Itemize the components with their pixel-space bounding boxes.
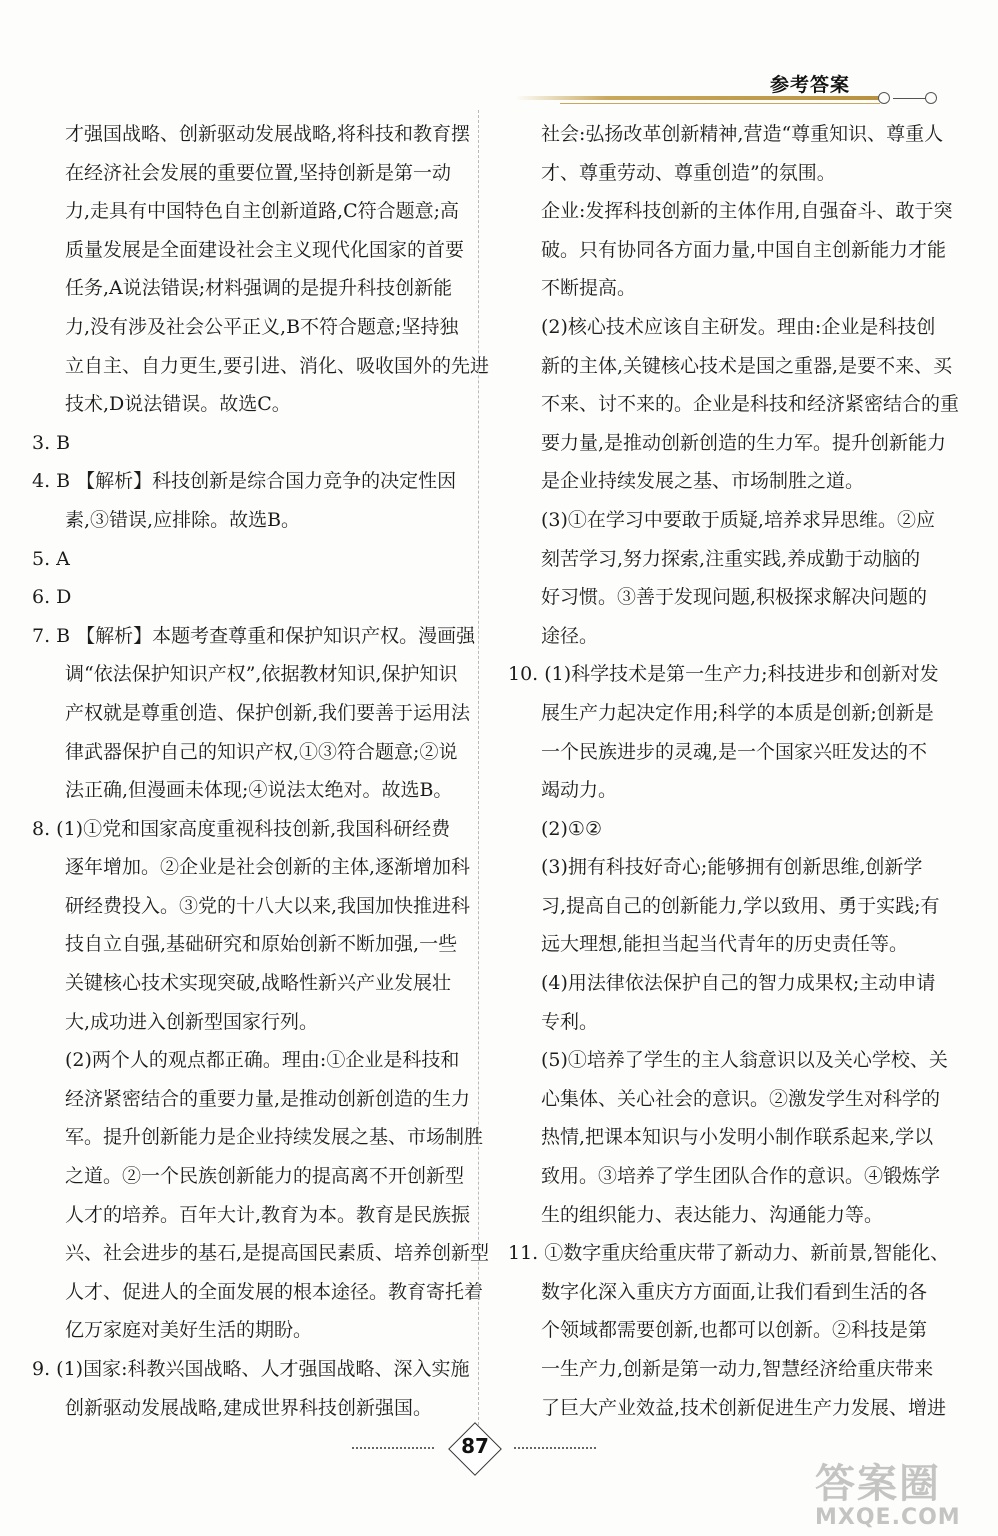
answer-line: 才强国战略、创新驱动发展战略,将科技和教育摆 xyxy=(65,123,471,145)
answer-line: 好习惯。③善于发现问题,积极探求解决问题的 xyxy=(541,586,928,609)
answer-line: 研经费投入。③党的十八大以来,我国加快推进科 xyxy=(65,894,471,917)
header-decorative-rule xyxy=(515,96,885,100)
answer-line: 了巨大产业效益,技术创新促进生产力发展、增进 xyxy=(541,1396,947,1419)
left-answer-column xyxy=(32,115,490,1427)
answer-line: 大,成功进入创新型国家行列。 xyxy=(65,1010,319,1033)
watermark-en-text: MXQE.COM xyxy=(815,1505,961,1530)
answer-line: (3)拥有科技好奇心;能够拥有创新思维,创新学 xyxy=(541,856,923,879)
answer-line: 一生产力,创新是第一动力,智慧经济给重庆带来 xyxy=(541,1358,934,1380)
answer-line: 是企业持续发展之基、市场制胜之道。 xyxy=(541,470,865,493)
page-header-title: 参考答案 xyxy=(770,74,851,96)
answer-line: 调“依法保护知识产权”,依据教材知识,保护知识 xyxy=(65,663,458,686)
answer-line: 新的主体,关键核心技术是国之重器,是要不来、买 xyxy=(541,354,953,377)
answer-line: 11. ①数字重庆给重庆带了新动力、新前景,智能化、 xyxy=(508,1242,950,1265)
answer-line: 力,没有涉及社会公平正义,B不符合题意;坚持独 xyxy=(65,315,459,338)
answer-line: 逐年增加。②企业是社会创新的主体,逐渐增加科 xyxy=(65,856,471,879)
answer-line: 刻苦学习,努力探索,注重实践,养成勤于动脑的 xyxy=(541,547,921,570)
answer-line: 才、尊重劳动、尊重创造”的氛围。 xyxy=(541,161,836,184)
answer-line: 社会:弘扬改革创新精神,营造“尊重知识、尊重人 xyxy=(541,123,944,145)
answer-line: 不来、讨不来的。企业是科技和经济紧密结合的重 xyxy=(541,393,960,416)
answer-line: 亿万家庭对美好生活的期盼。 xyxy=(65,1319,313,1342)
answer-line: 立自主、自力更生,要引进、消化、吸收国外的先进 xyxy=(65,354,490,377)
answer-line: 9. (1)国家:科教兴国战略、人才强国战略、深入实施 xyxy=(32,1358,470,1380)
page-number: 87 xyxy=(461,1434,489,1458)
site-watermark xyxy=(815,1462,990,1532)
answer-line: 技术,D说法错误。故选C。 xyxy=(65,393,291,416)
answer-line: (5)①培养了学生的主人翁意识以及关心学校、关 xyxy=(541,1049,948,1072)
right-answer-column xyxy=(508,115,960,1427)
answer-line: 任务,A说法错误;材料强调的是提升科技创新能 xyxy=(65,277,453,300)
answer-line: 技自立自强,基础研究和原始创新不断加强,一些 xyxy=(65,933,458,956)
answer-line: 军。提升创新能力是企业持续发展之基、市场制胜 xyxy=(65,1126,484,1149)
answer-line: 5. A xyxy=(32,547,70,570)
answer-line: 企业:发挥科技创新的主体作用,自强奋斗、敢于突 xyxy=(541,200,953,223)
circle-ornament-icon xyxy=(925,92,937,104)
answer-line: 10. (1)科学技术是第一生产力;科技进步和创新对发 xyxy=(508,663,939,686)
answer-line: 不断提高。 xyxy=(541,277,637,300)
answer-line: 习,提高自己的创新能力,学以致用、勇于实践;有 xyxy=(541,894,940,917)
page-number-badge xyxy=(352,1428,642,1468)
answer-line: 6. D xyxy=(32,586,72,609)
answer-line: 生的组织能力、表达能力、沟通能力等。 xyxy=(541,1203,884,1226)
column-divider xyxy=(478,110,479,1430)
answer-line: 质量发展是全面建设社会主义现代化国家的首要 xyxy=(65,238,465,261)
header-thin-rule xyxy=(560,103,880,104)
answer-line: 竭动力。 xyxy=(541,779,618,802)
answer-line: 创新驱动发展战略,建成世界科技创新强国。 xyxy=(65,1396,433,1419)
answer-line: 7. B 【解析】本题考查尊重和保护知识产权。漫画强 xyxy=(32,624,476,647)
answer-line: 数字化深入重庆方方面面,让我们看到生活的各 xyxy=(541,1280,928,1303)
answer-line: 展生产力起决定作用;科学的本质是创新;创新是 xyxy=(541,701,934,724)
dotted-leader xyxy=(514,1447,596,1449)
answer-line: 专利。 xyxy=(541,1010,599,1033)
answer-line: 3. B xyxy=(32,431,71,454)
answer-line: 律武器保护自己的知识产权,①③符合题意;②说 xyxy=(65,740,458,763)
answer-line: 兴、社会进步的基石,是提高国民素质、培养创新型 xyxy=(65,1242,490,1265)
answer-line: (2)两个人的观点都正确。理由:①企业是科技和 xyxy=(65,1049,460,1072)
answer-line: 远大理想,能担当起当代青年的历史责任等。 xyxy=(541,933,909,956)
answer-line: 素,③错误,应排除。故选B。 xyxy=(65,508,301,531)
answer-line: 破。只有协同各方面力量,中国自主创新能力才能 xyxy=(541,238,947,261)
answer-line: 致用。③培养了学生团队合作的意识。④锻炼学 xyxy=(541,1165,941,1188)
answer-line: 热情,把课本知识与小发明小制作联系起来,学以 xyxy=(541,1126,934,1149)
answer-line: 途径。 xyxy=(541,624,599,647)
watermark-cn-text: 答案圈 xyxy=(815,1461,941,1507)
answer-line: 力,走具有中国特色自主创新道路,C符合题意;高 xyxy=(65,200,460,223)
answer-line: (4)用法律依法保护自己的智力成果权;主动申请 xyxy=(541,972,936,995)
answer-line: (3)①在学习中要敢于质疑,培养求异思维。②应 xyxy=(541,508,935,531)
answer-line: 一个民族进步的灵魂,是一个国家兴旺发达的不 xyxy=(541,740,928,763)
answer-line: 4. B 【解析】科技创新是综合国力竞争的决定性因 xyxy=(32,470,457,493)
dotted-leader xyxy=(352,1447,434,1449)
answer-line: 在经济社会发展的重要位置,坚持创新是第一动 xyxy=(65,161,452,184)
answer-line: (2)核心技术应该自主研发。理由:企业是科技创 xyxy=(541,315,936,338)
answer-line: 个领域都需要创新,也都可以创新。②科技是第 xyxy=(541,1319,928,1342)
circle-ornament-icon xyxy=(878,92,890,104)
answer-line: 产权就是尊重创造、保护创新,我们要善于运用法 xyxy=(65,701,471,724)
answer-line: 关键核心技术实现突破,战略性新兴产业发展壮 xyxy=(65,972,452,995)
answer-line: 要力量,是推动创新创造的生力军。提升创新能力 xyxy=(541,431,947,454)
answer-line: 经济紧密结合的重要力量,是推动创新创造的生力 xyxy=(65,1087,471,1110)
answer-line: (2)①② xyxy=(541,817,602,840)
answer-line: 之道。②一个民族创新能力的提高离不开创新型 xyxy=(65,1165,465,1188)
answer-line: 法正确,但漫画未体现;④说法太绝对。故选B。 xyxy=(65,779,453,802)
answer-line: 心集体、关心社会的意识。②激发学生对科学的 xyxy=(541,1087,941,1110)
answer-line: 人才的培养。百年大计,教育为本。教育是民族振 xyxy=(65,1203,471,1226)
answer-line: 8. (1)①党和国家高度重视科技创新,我国科研经费 xyxy=(32,817,451,840)
answer-line: 人才、促进人的全面发展的根本途径。教育寄托着 xyxy=(65,1280,484,1303)
